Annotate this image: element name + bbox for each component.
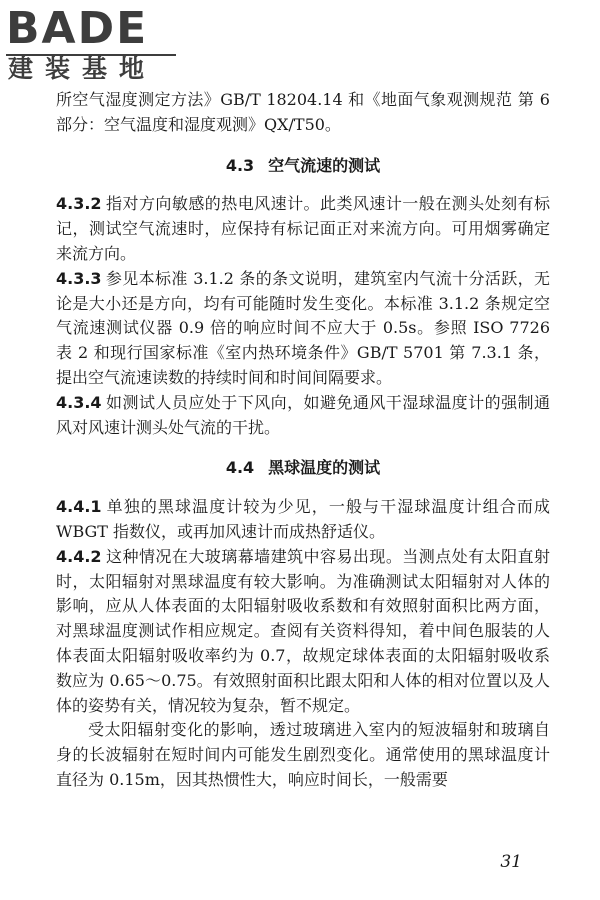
- continuation-paragraph: 受太阳辐射变化的影响，透过玻璃进入室内的短波辐射和玻璃自身的长波辐射在短时间内可能发生剧烈变化。通常使用的黑球温度计直径为 0.15m，因其热惯性大，响应时间长，一般需要: [56, 720, 550, 789]
- bade-logo: [6, 4, 181, 90]
- clause-text: 如测试人员应处于下风向，如避免通风干湿球温度计的强制通风对风速计测头处气流的干扰。: [56, 392, 550, 437]
- logo-subtitle: 建装基地: [8, 54, 157, 83]
- section-heading-4-3: [56, 154, 550, 179]
- clause-text: 这种情况在大玻璃幕墙建筑中容易出现。当测点处有太阳直射时，太阳辐射对黑球温度有较大影响。为准确测试太阳辐射对人体的影响，应从人体表面的太阳辐射吸收系数和有效照射面积比两方面，对黑球温度测试作相应规定。查阅有关资料得知，着中间色服装的人体表面太阳辐射吸收率约为 0.7，故规定球体表面的太阳辐射吸收系数应为 0.65～0.75。有效照射面积比跟太阳和人体的相对位置以及人体的姿势有关，情况较为复杂，暂不规定。: [56, 546, 550, 715]
- intro-paragraph: 所空气湿度测定方法》GB/T 18204.14 和《地面气象观测规范 第 6 部分：空气温度和湿度观测》QX/T50。: [56, 90, 550, 134]
- section-title: 黑球温度的测试: [268, 458, 381, 478]
- section-number: 4.4: [225, 458, 255, 478]
- clause-number: 4.3.3: [56, 268, 102, 288]
- document-body: [56, 88, 550, 793]
- clause-text: 指对方向敏感的热电风速计。此类风速计一般在测头处刻有标记，测试空气流速时，应保持有标记面正对来流方向。可用烟雾确定来流方向。: [56, 194, 550, 263]
- section-heading-4-4: [56, 456, 550, 481]
- clause-text: 参见本标准 3.1.2 条的条文说明，建筑室内气流十分活跃，无论是大小还是方向，均有可能随时发生变化。本标准 3.1.2 条规定空气流速测试仪器 0.9 倍的响应时间不应大于 0.5s。参照 ISO 7726 表 2 和现行国家标准《室内热环境条件》GB/T 5701 第 7.3.1 条，提出空气流速读数的持续时间和时间间隔要求。: [56, 268, 550, 387]
- logo-wordmark: BADE: [6, 3, 149, 54]
- clause-4-3-2: [56, 192, 550, 266]
- clause-4-4-1: [56, 495, 550, 545]
- section-title: 空气流速的测试: [268, 155, 381, 175]
- clause-number: 4.4.1: [56, 497, 102, 517]
- clause-4-4-2: [56, 545, 550, 719]
- clause-number: 4.4.2: [56, 546, 102, 566]
- clause-4-3-3: [56, 267, 550, 391]
- clause-text: 单独的黑球温度计较为少见，一般与干湿球温度计组合而成 WBGT 指数仪，或再加风速计而成热舒适仪。: [56, 497, 550, 541]
- clause-4-3-4: [56, 391, 550, 441]
- page-number: 31: [500, 852, 522, 872]
- clause-number: 4.3.4: [56, 392, 102, 412]
- section-number: 4.3: [225, 155, 255, 175]
- clause-number: 4.3.2: [56, 194, 102, 214]
